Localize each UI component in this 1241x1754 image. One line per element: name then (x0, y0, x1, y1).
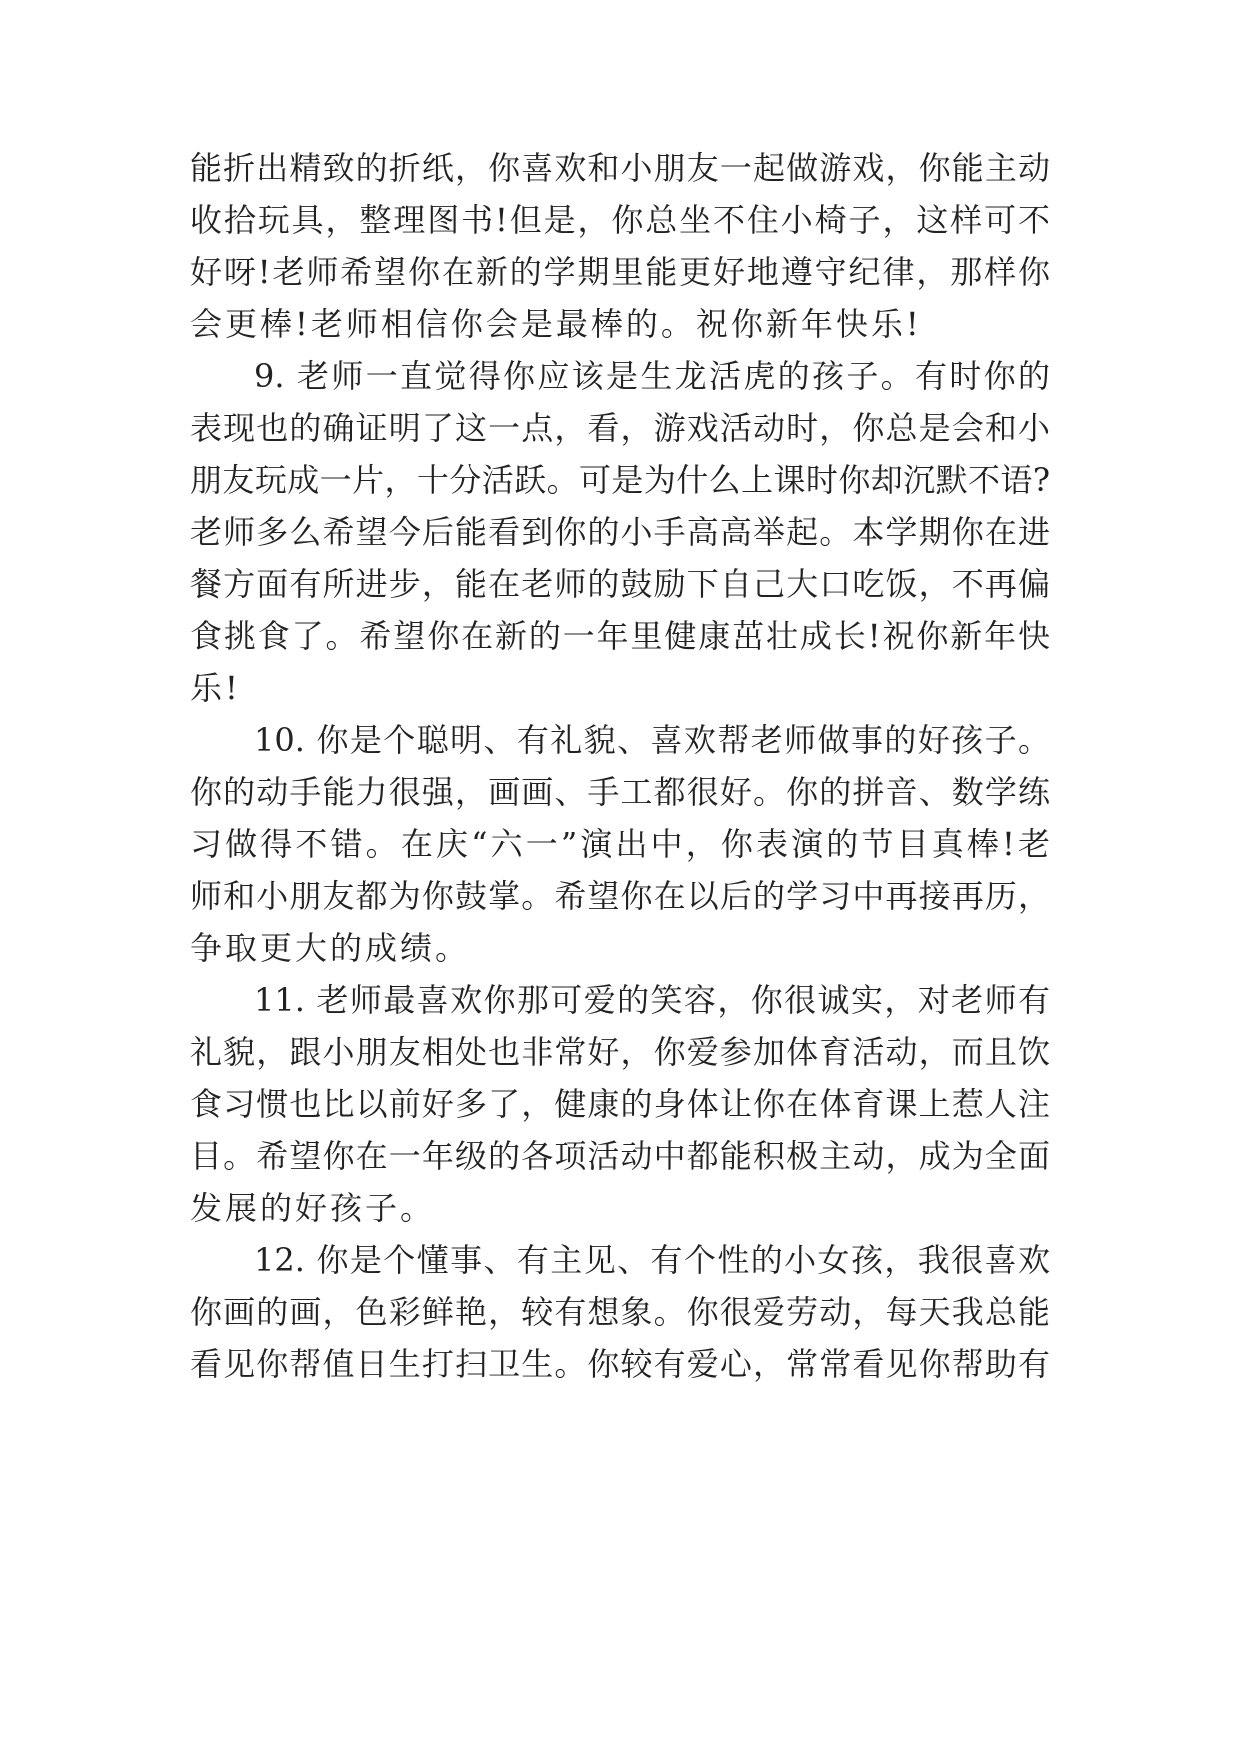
text-line: 表现也的确证明了这一点，看，游戏活动时，你总是会和小 (190, 409, 1050, 447)
paragraph-9-first-line: 9. 老师一直觉得你应该是生龙活虎的孩子。有时你的 (254, 357, 1050, 395)
paragraph-10-first-line: 10. 你是个聪明、有礼貌、喜欢帮老师做事的好孩子。 (254, 721, 1050, 759)
text-line: 你画的画，色彩鲜艳，较有想象。你很爱劳动，每天我总能 (190, 1293, 1050, 1331)
text-line: 看见你帮值日生打扫卫生。你较有爱心，常常看见你帮助有 (190, 1345, 1050, 1383)
text-line: 会更棒!老师相信你会是最棒的。祝你新年快乐! (190, 305, 922, 343)
text-line: 餐方面有所进步，能在老师的鼓励下自己大口吃饭，不再偏 (190, 565, 1050, 603)
text-line: 能折出精致的折纸，你喜欢和小朋友一起做游戏，你能主动 (190, 149, 1050, 187)
text-line: 食挑食了。希望你在新的一年里健康茁壮成长!祝你新年快 (190, 617, 1050, 655)
text-line: 师和小朋友都为你鼓掌。希望你在以后的学习中再接再历， (190, 877, 1050, 915)
text-line: 收拾玩具，整理图书!但是，你总坐不住小椅子，这样可不 (190, 201, 1050, 239)
paragraph-11-first-line: 11. 老师最喜欢你那可爱的笑容，你很诚实，对老师有 (254, 981, 1050, 1019)
text-line: 礼貌，跟小朋友相处也非常好，你爱参加体育活动，而且饮 (190, 1033, 1050, 1071)
text-line: 乐! (190, 669, 241, 707)
text-line: 争取更大的成绩。 (190, 929, 471, 967)
text-line: 发展的好孩子。 (190, 1189, 436, 1227)
text-line: 习做得不错。在庆“六一”演出中，你表演的节目真棒!老 (190, 825, 1050, 863)
text-line: 好呀!老师希望你在新的学期里能更好地遵守纪律，那样你 (190, 253, 1050, 291)
text-line: 食习惯也比以前好多了，健康的身体让你在体育课上惹人注 (190, 1085, 1050, 1123)
paragraph-12-first-line: 12. 你是个懂事、有主见、有个性的小女孩，我很喜欢 (254, 1241, 1050, 1279)
text-line: 老师多么希望今后能看到你的小手高高举起。本学期你在进 (190, 513, 1050, 551)
text-line: 目。希望你在一年级的各项活动中都能积极主动，成为全面 (190, 1137, 1050, 1175)
text-line: 你的动手能力很强，画画、手工都很好。你的拼音、数学练 (190, 773, 1050, 811)
text-line: 朋友玩成一片，十分活跃。可是为什么上课时你却沉默不语? (190, 461, 1050, 499)
